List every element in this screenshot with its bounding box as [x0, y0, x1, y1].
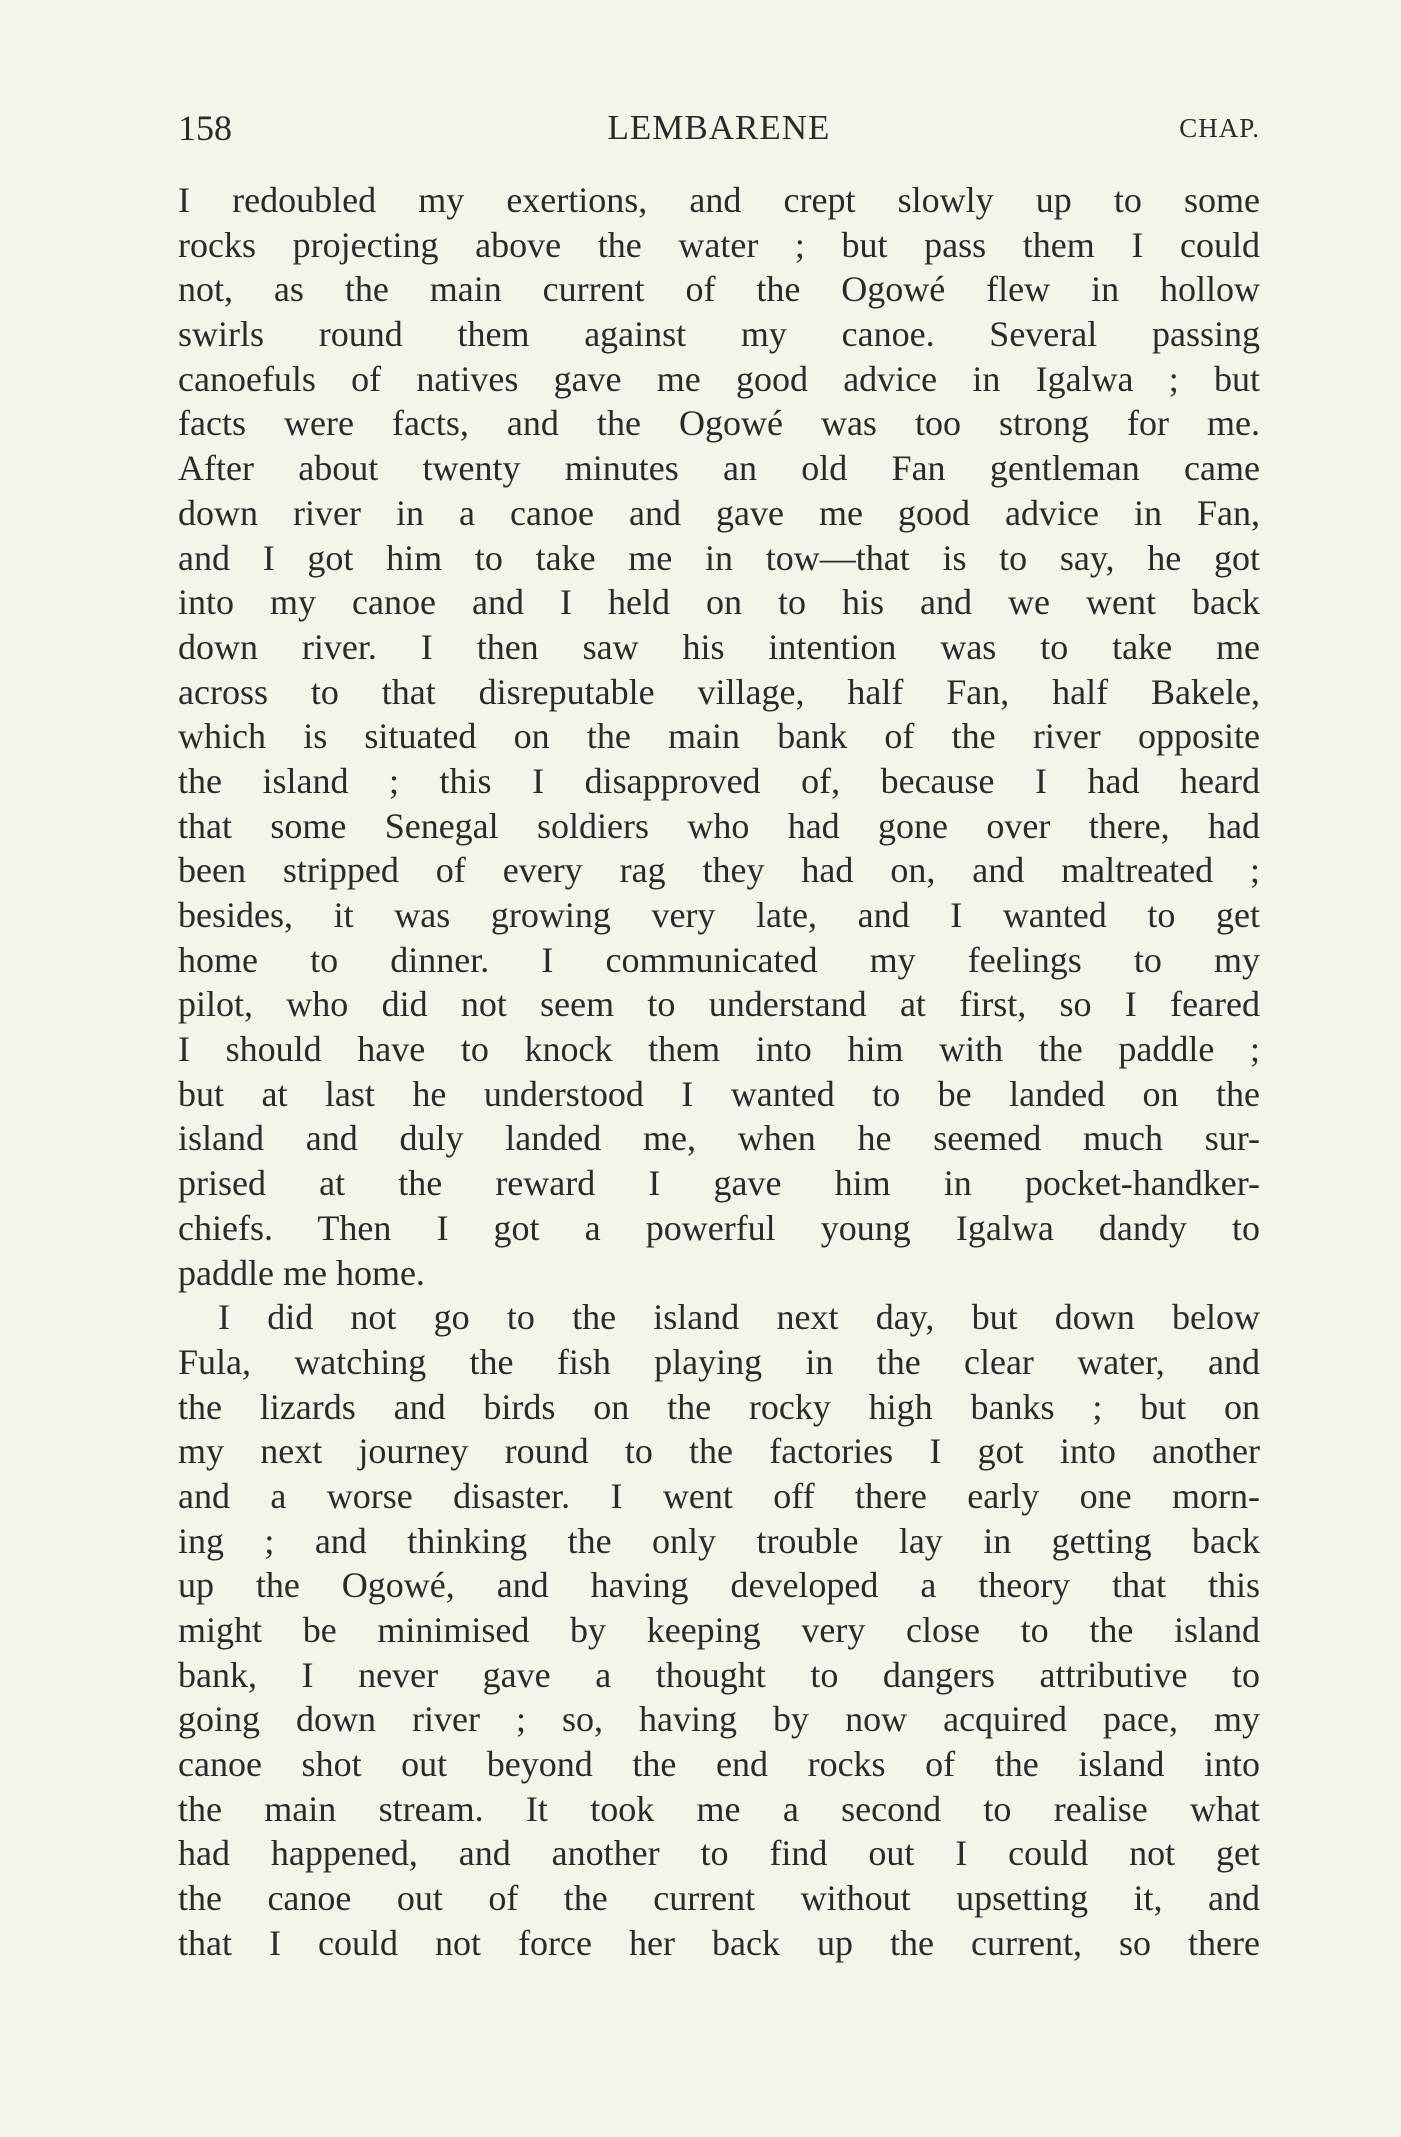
- text-line: down river in a canoe and gave me good advice in Fan,: [178, 492, 1260, 533]
- text-line: I did not go to the island next day, but down below: [218, 1297, 1260, 1338]
- text-line: chiefs. Then I got a powerful young Igalwa dandy to: [178, 1207, 1260, 1248]
- chapter-mark: CHAP.: [1179, 113, 1260, 143]
- text-line: besides, it was growing very late, and I wanted to get: [178, 895, 1260, 935]
- text-line: might be minimised by keeping very close to the island: [178, 1610, 1260, 1650]
- text-line: not, as the main current of the Ogowé flew in hollow: [178, 269, 1260, 310]
- text-line: and a worse disaster. I went off there early one morn-: [178, 1475, 1260, 1516]
- text-line: down river. I then saw his intention was to take me: [178, 626, 1260, 667]
- text-line: but at last he understood I wanted to be landed on the: [178, 1073, 1260, 1114]
- text-line: that some Senegal soldiers who had gone over there, had: [178, 805, 1260, 846]
- text-line: into my canoe and I held on to his and we went back: [178, 582, 1260, 623]
- body-text: [178, 178, 1260, 1966]
- running-title: LEMBARENE: [607, 108, 831, 147]
- paragraph: [178, 178, 1260, 1295]
- text-line: facts were facts, and the Ogowé was too strong for me.: [178, 403, 1260, 444]
- text-line: prised at the reward I gave him in pocket-handker-: [178, 1163, 1260, 1204]
- text-line: ing ; and thinking the only trouble lay in getting back: [178, 1520, 1260, 1561]
- text-line: home to dinner. I communicated my feelings to my: [178, 939, 1260, 980]
- text-line: the island ; this I disapproved of, because I had heard: [178, 760, 1260, 801]
- page-number: 158: [178, 108, 232, 148]
- text-line: had happened, and another to find out I could not get: [178, 1833, 1260, 1874]
- text-line: island and duly landed me, when he seemed much sur-: [178, 1118, 1260, 1159]
- text-line: been stripped of every rag they had on, and maltreated ;: [178, 850, 1260, 891]
- text-line: canoefuls of natives gave me good advice in Igalwa ; but: [178, 358, 1260, 399]
- text-line: and I got him to take me in tow—that is to say, he got: [178, 537, 1260, 578]
- text-line: bank, I never gave a thought to dangers attributive to: [178, 1654, 1260, 1695]
- text-line: going down river ; so, having by now acquired pace, my: [178, 1699, 1260, 1740]
- running-head: [178, 106, 1260, 150]
- text-line: my next journey round to the factories I got into another: [178, 1431, 1260, 1472]
- text-line: the canoe out of the current without upsetting it, and: [178, 1878, 1260, 1919]
- text-line: pilot, who did not seem to understand at first, so I feared: [178, 984, 1260, 1025]
- text-line: up the Ogowé, and having developed a theory that this: [178, 1565, 1260, 1606]
- text-line: which is situated on the main bank of the river opposite: [178, 716, 1260, 757]
- text-line: across to that disreputable village, half Fan, half Bakele,: [178, 671, 1260, 712]
- text-line: the lizards and birds on the rocky high banks ; but on: [178, 1386, 1260, 1427]
- text-line: canoe shot out beyond the end rocks of the island into: [178, 1744, 1260, 1785]
- text-line: After about twenty minutes an old Fan gentleman came: [178, 448, 1260, 489]
- text-line: I redoubled my exertions, and crept slowly up to some: [178, 180, 1260, 220]
- paragraph: [178, 1295, 1260, 1965]
- text-line: rocks projecting above the water ; but pass them I could: [178, 224, 1260, 265]
- text-line: Fula, watching the fish playing in the clear water, and: [178, 1341, 1260, 1382]
- text-line: swirls round them against my canoe. Several passing: [178, 314, 1260, 355]
- text-line: that I could not force her back up the current, so there: [178, 1922, 1260, 1963]
- text-line: the main stream. It took me a second to realise what: [178, 1788, 1260, 1829]
- text-line: paddle me home.: [178, 1252, 425, 1293]
- text-line: I should have to knock them into him with the paddle ;: [178, 1029, 1260, 1070]
